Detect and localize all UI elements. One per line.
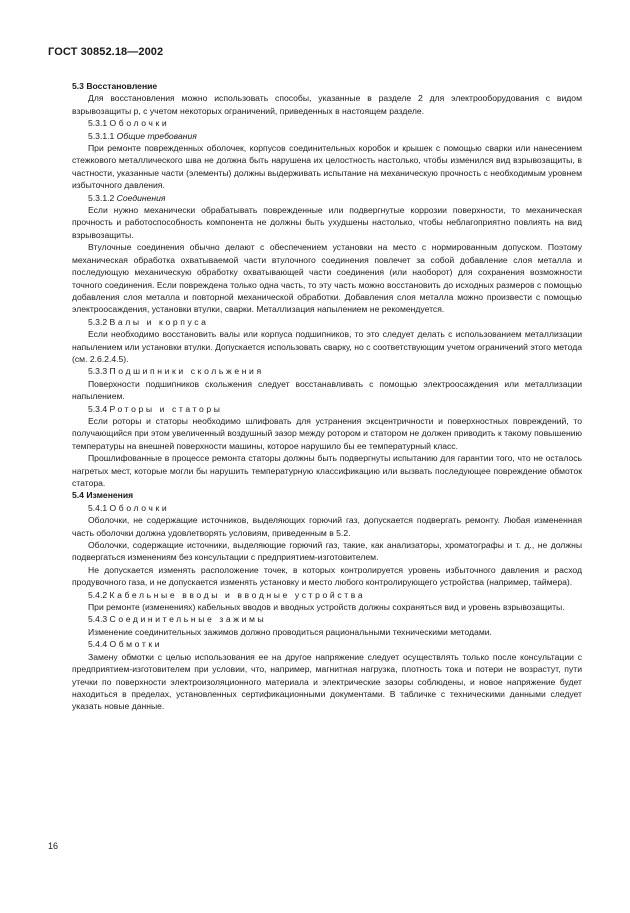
subsection-heading bbox=[72, 638, 582, 650]
subsection-number: 5.3.1 bbox=[88, 118, 110, 129]
body-paragraph: Прошлифованные в процессе ремонта статоры должны быть подвергнуты испытанию для гарантии того, что не осталось нагретых мест, которые могли бы нарушить температурную классификацию или вызвать последующее повреждение обмоток статора. bbox=[72, 453, 582, 488]
subsection-title: Оболочки bbox=[109, 118, 170, 129]
subsection-heading bbox=[72, 316, 582, 328]
subsection-number: 5.4.3 bbox=[88, 614, 110, 625]
body-paragraph: Если нужно механически обрабатывать поврежденные или подвергнутые коррозии поверхности, то механическая прочность и работоспособность компонента не должны быть ухудшены настолько, чтобы неблагоприятно повлиять на вид взрывозащиты. bbox=[72, 205, 582, 240]
subsection-number: 5.3.2 bbox=[88, 316, 110, 327]
body-paragraph: При ремонте (изменениях) кабельных вводов и вводных устройств должны сохраняться вид и уровень взрывозащиты. bbox=[88, 602, 565, 613]
subsection-title: Валы и корпуса bbox=[109, 316, 209, 327]
subsection-heading bbox=[72, 589, 582, 601]
subsection-heading bbox=[72, 502, 582, 514]
subsection-number: 5.3.1.2 bbox=[88, 192, 117, 203]
body-paragraph: Оболочки, содержащие источники, выделяющие горючий газ, такие, как анализаторы, хроматографы и т. д., не должны подвергаться изменениям без консультации с предприятием-изготовителем. bbox=[72, 540, 582, 563]
section-heading: 5.3 Восстановление bbox=[72, 81, 158, 91]
subsection-heading bbox=[72, 130, 582, 142]
body-paragraph: Втулочные соединения обычно делают с обеспечением установки на место с нормированным допуском. Поэтому механическая обработка охватываемой части втулочного соединения повлечет за собой добавление слоя металла и последующую механическую обработку охватывающей части соединения (или наоборот) для сохранения возможности точного соединения. Если повреждена только одна часть, то эту часть можно восстановить до исходных размеров с помощью добавления слоя металла и повторной механической обработки. Добавления слоя металла можно произвести с помощью электроосаждения, установки втулки, сварки. Металлизация напылением не рекомендуется. bbox=[72, 242, 582, 315]
subsection-number: 5.4.4 bbox=[88, 639, 110, 650]
subsection-heading bbox=[72, 117, 582, 129]
document-header: ГОСТ 30852.18—2002 bbox=[48, 46, 164, 58]
subsection-title: Соединения bbox=[116, 192, 166, 203]
subsection-heading bbox=[72, 365, 582, 377]
subsection-number: 5.3.1.1 bbox=[88, 130, 117, 141]
page-number: 16 bbox=[48, 841, 59, 851]
subsection-title: Роторы и статоры bbox=[109, 403, 223, 414]
body-paragraph: Замену обмотки с целью использования ее на другое напряжение следует осуществлять только после консультации с предприятием-изготовителем при условии, что, например, магнитная нагрузка, плотность тока и потери не возрастут, пути утечки по поверхности электроизоляционного материала и электрические зазоры соблюдены, и новое напряжение будет находиться в пределах, установленных сертификационными документами. В табличке с техническими данными следует указать новые данные. bbox=[72, 651, 582, 712]
body-paragraph: Если роторы и статоры необходимо шлифовать для устранения эксцентричности и поверхностных повреждений, то получающийся при этом увеличенный воздушный зазор между ротором и статором не должен приводить к такому повышению температуры на внешней поверхности машины, которое нарушило бы ее температурный класс. bbox=[72, 415, 582, 451]
subsection-title: Соединительные зажимы bbox=[109, 614, 267, 625]
subsection-number: 5.3.3 bbox=[88, 366, 110, 377]
body-paragraph: Изменение соединительных зажимов должно проводиться рациональными техническими методами. bbox=[88, 626, 492, 637]
subsection-number: 5.3.4 bbox=[88, 403, 110, 414]
subsection-heading bbox=[72, 403, 582, 415]
subsection-number: 5.4.1 bbox=[88, 502, 110, 513]
body-paragraph: Не допускается изменять расположение точек, в которых контролируется уровень избыточного давления и расход продувочного газа, и не допускается изменять установку и место любого контролирующего устройства (например, таймера). bbox=[72, 564, 582, 588]
section-heading: 5.4 Изменения bbox=[72, 490, 134, 501]
subsection-title: Кабельные вводы и вводные устройства bbox=[109, 589, 366, 600]
subsection-number: 5.4.2 bbox=[88, 589, 110, 600]
body-paragraph: Для восстановления можно использовать способы, указанные в разделе 2 для электрооборудования с видом взрывозащиты p, с учетом некоторых ограничений, приведенных в настоящем разделе. bbox=[72, 93, 582, 116]
subsection-title: Подшипники скольжения bbox=[109, 366, 264, 377]
subsection-title: Обмотки bbox=[109, 639, 163, 650]
body-paragraph: При ремонте поврежденных оболочек, корпусов соединительных коробок и крышек с помощью сварки или нанесением стежкового металлического шва не должна быть нарушена их целостность настолько, чтобы изменился вид взрывозащиты, в частности, указанные части (элементы) должны выдерживать испытание на механическую прочность с необходимым уровнем избыточного давления. bbox=[72, 143, 582, 191]
subsection-heading bbox=[72, 613, 582, 625]
subsection-heading bbox=[72, 192, 582, 204]
body-paragraph: Если необходимо восстановить валы или корпуса подшипников, то это следует делать с использованием металлизации напылением или установки втулки. Допускается использовать сварку, но с соответствующим учетом ограничений этого метода (см. 2.6.2.4.5). bbox=[72, 329, 582, 364]
body-paragraph: Поверхности подшипников скольжения следует восстанавливать с помощью электроосаждения или металлизации напылением. bbox=[72, 378, 582, 402]
subsection-title: Общие требования bbox=[116, 130, 197, 141]
subsection-title: Оболочки bbox=[109, 502, 170, 513]
body-paragraph: Оболочки, не содержащие источников, выделяющих горючий газ, допускается подвергать ремонту. Любая измененная часть оболочки должна удовлетворять условиям, приведенным в 5.2. bbox=[72, 515, 582, 538]
document-body bbox=[72, 80, 582, 713]
